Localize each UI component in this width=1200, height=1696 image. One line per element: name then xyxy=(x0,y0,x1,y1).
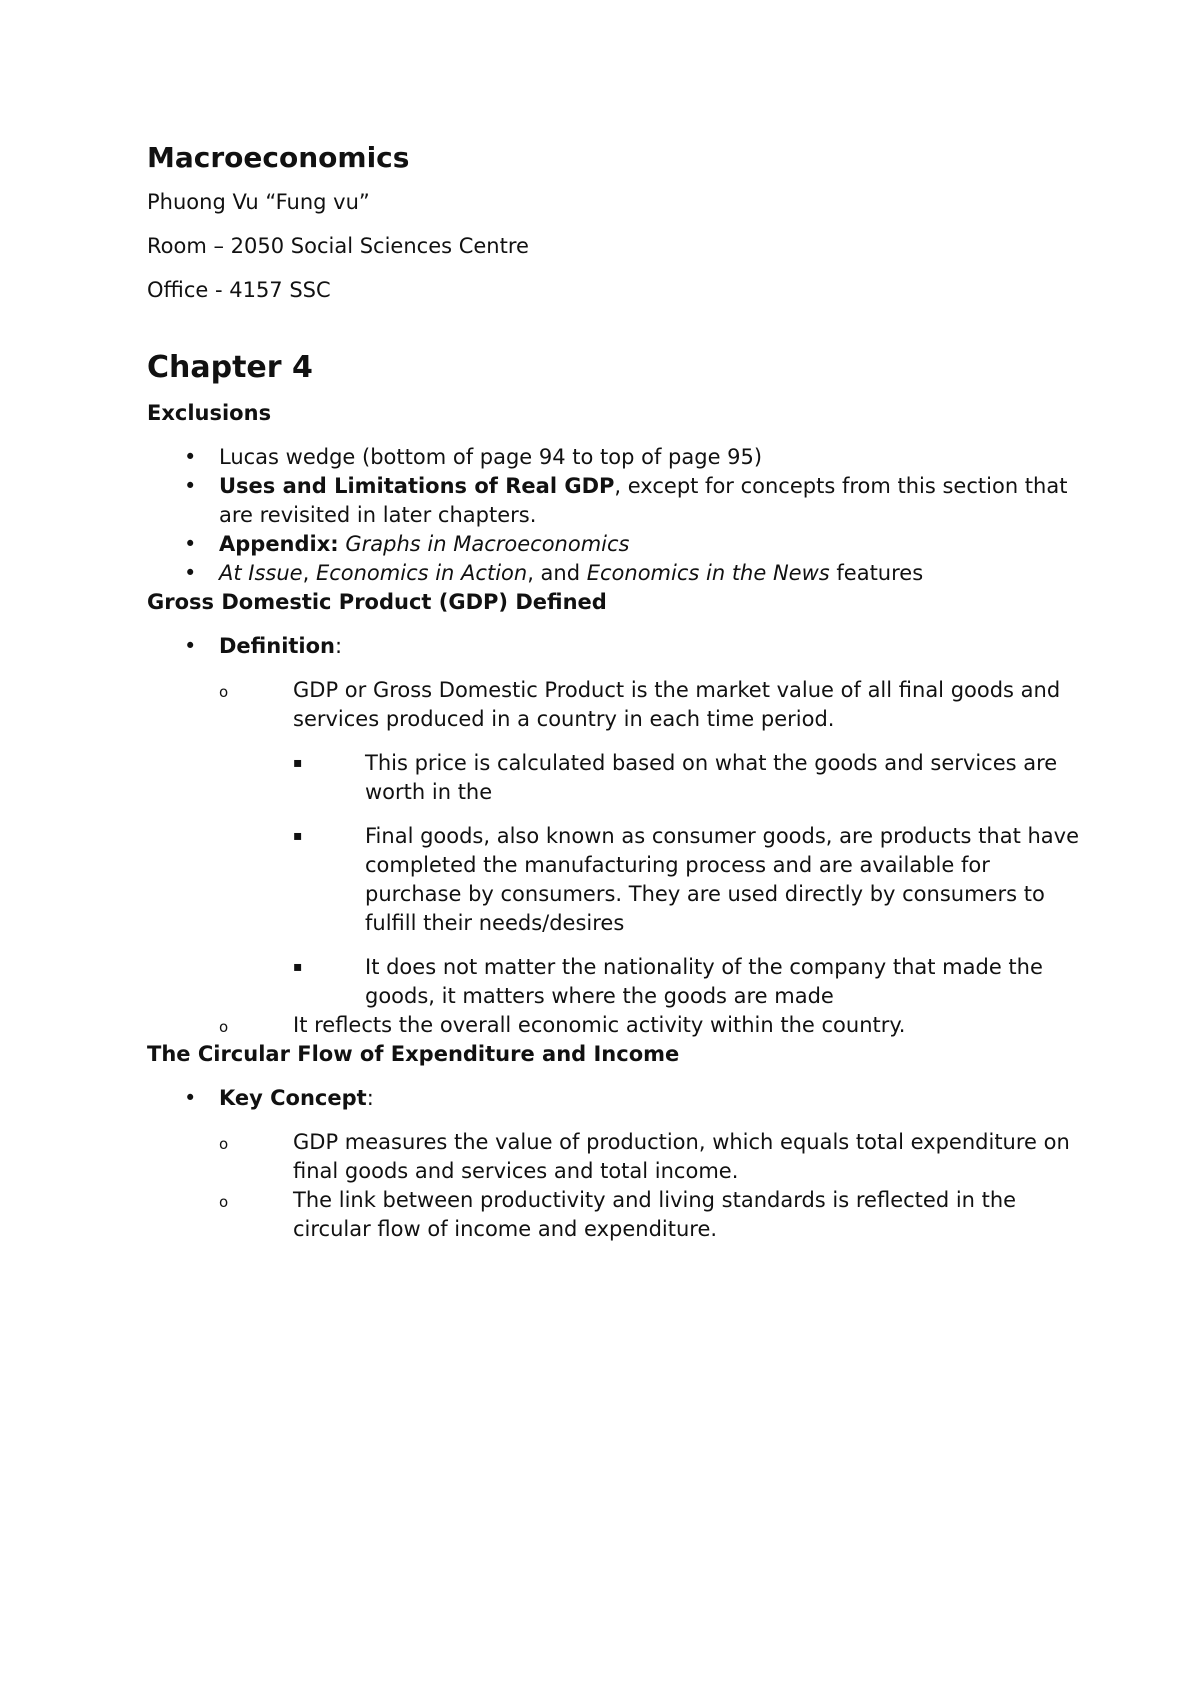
feature-name: Economics in Action xyxy=(315,561,528,585)
bullet-marker: • xyxy=(184,561,197,585)
square-marker: ▪ xyxy=(293,959,303,975)
list-item xyxy=(219,676,1087,1011)
instructor-name: Phuong Vu “Fung vu” xyxy=(147,190,370,214)
list-item xyxy=(219,1011,1087,1040)
square-marker: ▪ xyxy=(293,828,303,844)
separator-text: , and xyxy=(527,561,587,585)
exclusion-bold-text: Appendix: xyxy=(219,532,339,556)
square-marker: ▪ xyxy=(293,755,303,771)
exclusions-heading: Exclusions xyxy=(147,401,272,425)
feature-name: Economics in the News xyxy=(586,561,830,585)
key-concept-label: Key Concept xyxy=(219,1086,367,1110)
bullet-marker: • xyxy=(184,532,197,556)
list-item xyxy=(147,530,1087,559)
list-item xyxy=(147,1084,1087,1244)
circular-flow-list xyxy=(147,1084,1087,1244)
label-colon: : xyxy=(335,634,343,658)
point-text: Final goods, also known as consumer goods, are products that have completed the manufacturing process and are available for purchase by consumers. They are used directly by consumers to fulfill their needs/desires xyxy=(365,824,1080,935)
circle-marker: o xyxy=(219,1018,229,1036)
feature-name: At Issue xyxy=(219,561,303,585)
list-item xyxy=(147,443,1087,472)
gdp-list xyxy=(147,632,1087,1040)
definition-sublist xyxy=(219,676,1087,1040)
list-item xyxy=(293,953,1087,1011)
definition-points xyxy=(293,749,1087,1011)
gdp-heading: Gross Domestic Product (GDP) Defined xyxy=(147,590,607,614)
room-info: Room – 2050 Social Sciences Centre xyxy=(147,234,529,258)
concept-text: GDP measures the value of production, which equals total expenditure on final goods and services and total income. xyxy=(293,1130,1070,1183)
list-item xyxy=(293,749,1087,807)
list-item xyxy=(147,472,1087,530)
circle-marker: o xyxy=(219,683,229,701)
bullet-marker: • xyxy=(184,1086,197,1110)
exclusion-text: Lucas wedge (bottom of page 94 to top of page 95) xyxy=(219,445,763,469)
point-text: This price is calculated based on what the goods and services are worth in the xyxy=(365,751,1058,804)
key-concept-sublist xyxy=(219,1128,1087,1244)
exclusions-list xyxy=(147,443,1087,588)
document-content xyxy=(147,140,1087,1244)
label-colon: : xyxy=(366,1086,374,1110)
list-item xyxy=(293,822,1087,938)
list-item xyxy=(219,1128,1087,1186)
separator-text: , xyxy=(302,561,316,585)
definition-text: It reflects the overall economic activity within the country. xyxy=(293,1013,906,1037)
concept-text: The link between productivity and living standards is reflected in the circular flow of income and expenditure. xyxy=(293,1188,1017,1241)
bullet-marker: • xyxy=(184,445,197,469)
list-item xyxy=(219,1186,1087,1244)
circle-marker: o xyxy=(219,1135,229,1153)
list-item xyxy=(147,559,1087,588)
circular-flow-heading: The Circular Flow of Expenditure and Income xyxy=(147,1042,680,1066)
definition-label: Definition xyxy=(219,634,336,658)
exclusion-text: , except for concepts from this section that are revisited in later chapters. xyxy=(219,474,1068,527)
exclusion-bold-text: Uses and Limitations of Real GDP xyxy=(219,474,615,498)
bullet-marker: • xyxy=(184,634,197,658)
exclusion-italic-text: Graphs in Macroeconomics xyxy=(345,532,630,556)
definition-text: GDP or Gross Domestic Product is the market value of all final goods and services produced in a country in each time period. xyxy=(293,678,1061,731)
document-title: Macroeconomics xyxy=(147,141,410,174)
circle-marker: o xyxy=(219,1193,229,1211)
office-info: Office - 4157 SSC xyxy=(147,278,331,302)
chapter-heading: Chapter 4 xyxy=(147,350,313,385)
bullet-marker: • xyxy=(184,474,197,498)
list-item xyxy=(147,632,1087,1040)
separator-text: features xyxy=(829,561,924,585)
point-text: It does not matter the nationality of the company that made the goods, it matters where the goods are made xyxy=(365,955,1043,1008)
